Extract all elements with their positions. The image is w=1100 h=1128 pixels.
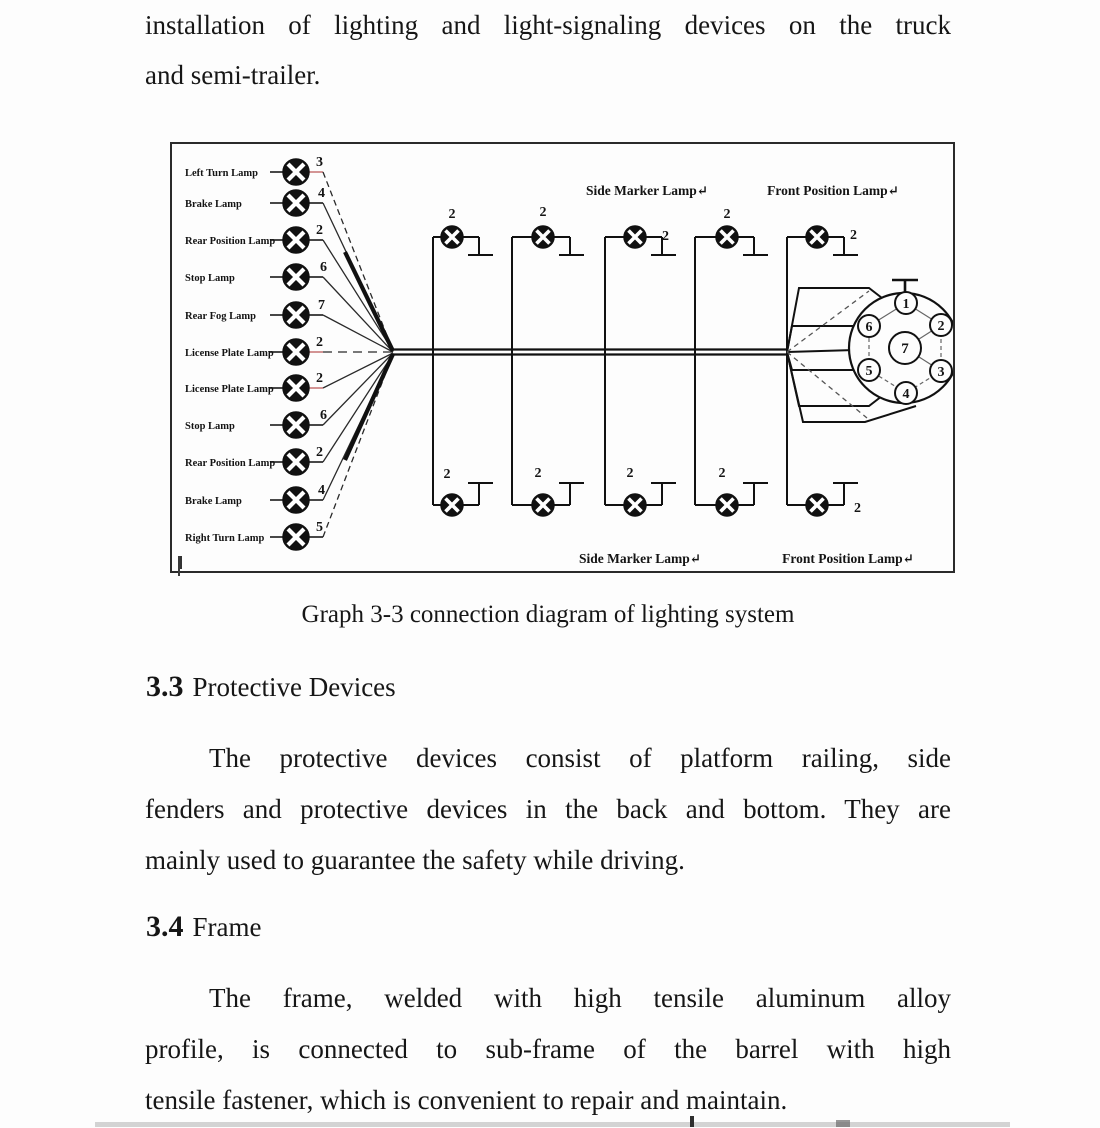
- artifact-mark: [836, 1120, 850, 1127]
- lamp-icon: [283, 412, 309, 438]
- paragraph-line: The frame, welded with high tensile aluminum alloy: [209, 983, 951, 1013]
- lamp-icon: [283, 524, 309, 550]
- left-lamp-wire-counts: [316, 155, 327, 535]
- lamp-label: Brake Lamp: [185, 496, 242, 507]
- lamp-icon: [441, 226, 463, 248]
- wire-count: 2: [662, 229, 669, 244]
- artifact-mark: [690, 1116, 694, 1127]
- section-heading-3-3: [146, 670, 396, 704]
- diagram-bottom-tick: [178, 556, 180, 576]
- wire-count: 4: [318, 483, 325, 498]
- intro-line-2: and semi-trailer.: [145, 60, 321, 90]
- wire-count: 6: [320, 260, 327, 275]
- paragraph-line: mainly used to guarantee the safety while driving.: [145, 845, 685, 875]
- lamp-label: Brake Lamp: [185, 199, 242, 210]
- side-marker-label-top: Side Marker Lamp↵: [585, 183, 709, 198]
- lamp-label: Right Turn Lamp: [185, 533, 265, 544]
- lamp-label: Rear Position Lamp: [185, 236, 276, 247]
- wire-count: 2: [718, 466, 726, 481]
- wire-fan: [323, 172, 393, 537]
- lamp-label: Rear Position Lamp: [185, 458, 276, 469]
- lamp-icon: [283, 449, 309, 475]
- lamp-icon: [283, 227, 309, 253]
- front-position-label-top: Front Position Lamp↵: [767, 183, 899, 198]
- lamp-icon: [624, 494, 646, 516]
- wire-count: 2: [850, 228, 857, 243]
- lamp-icon: [532, 226, 554, 248]
- pin-number: 3: [937, 365, 945, 380]
- lamp-icon: [716, 494, 738, 516]
- wire-count: 2: [723, 207, 731, 222]
- wire-count: 4: [318, 186, 325, 201]
- wire-count: 2: [443, 467, 451, 482]
- lamp-icon: [283, 487, 309, 513]
- wire-count: 2: [534, 466, 542, 481]
- paragraph-line: The protective devices consist of platform railing, side: [209, 743, 951, 773]
- section-3-3-paragraph: [145, 733, 951, 886]
- lamp-icon: [624, 226, 646, 248]
- wire-count: 2: [316, 371, 323, 386]
- side-marker-label-bottom: Side Marker Lamp↵: [578, 551, 702, 566]
- lamp-icon: [806, 494, 828, 516]
- section-title: Protective Devices: [192, 672, 396, 702]
- lamp-label: License Plate Lamp: [185, 384, 274, 395]
- pin-number: 5: [865, 364, 873, 379]
- paragraph-line: fenders and protective devices in the back and bottom. They are: [145, 794, 951, 824]
- lamp-icon: [283, 159, 309, 185]
- wire-count: 2: [448, 207, 456, 222]
- loop-wire-counts: [444, 205, 862, 516]
- lamp-icon: [806, 226, 828, 248]
- loop-lamp-symbols: [441, 226, 828, 516]
- lamp-icon: [716, 226, 738, 248]
- main-bus: [393, 350, 787, 355]
- pin-number: 6: [865, 320, 873, 335]
- pin-number: 4: [902, 387, 910, 402]
- lamp-icon: [283, 339, 309, 365]
- wire-count: 2: [626, 466, 634, 481]
- section-number: 3.4: [146, 910, 184, 943]
- front-position-label-bottom: Front Position Lamp↵: [782, 551, 914, 566]
- next-line-artifact: [95, 1122, 1010, 1127]
- wire-count: 6: [320, 408, 327, 423]
- lamp-icon: [283, 190, 309, 216]
- intro-line-1: installation of lighting and light-signaling devices on the truck: [145, 10, 951, 40]
- wire-count: 2: [539, 205, 547, 220]
- wire-count: 3: [316, 155, 323, 170]
- lamp-label: Stop Lamp: [185, 421, 235, 432]
- intro-paragraph: [145, 0, 951, 100]
- section-number: 3.3: [146, 670, 184, 703]
- lamp-label: Left Turn Lamp: [185, 168, 258, 179]
- pin-number: 2: [937, 319, 945, 334]
- left-lamp-labels: [185, 168, 275, 544]
- wire-count: 2: [854, 501, 861, 516]
- wire-count: 7: [318, 298, 325, 313]
- wire-count: 2: [316, 445, 323, 460]
- section-title: Frame: [192, 912, 262, 942]
- left-lamp-symbols: [283, 159, 309, 550]
- wire-count: 2: [316, 335, 323, 350]
- wiring-diagram-figure: [170, 142, 955, 573]
- connector: [849, 280, 953, 404]
- section-heading-3-4: [146, 910, 261, 944]
- lamp-icon: [283, 302, 309, 328]
- lamp-icon: [283, 264, 309, 290]
- paragraph-line: tensile fastener, which is convenient to repair and maintain.: [145, 1085, 788, 1115]
- lamp-icon: [441, 494, 463, 516]
- section-3-4-paragraph: [145, 973, 951, 1126]
- paragraph-line: profile, is connected to sub-frame of the barrel with high: [145, 1034, 951, 1064]
- lamp-label: Rear Fog Lamp: [185, 311, 256, 322]
- wiring-diagram-svg: [172, 144, 953, 571]
- lamp-label: Stop Lamp: [185, 273, 235, 284]
- pin-number: 7: [901, 341, 909, 357]
- wire-count: 5: [316, 520, 323, 535]
- pin-number: 1: [902, 297, 910, 312]
- figure-caption: Graph 3-3 connection diagram of lighting system: [301, 601, 795, 628]
- lamp-icon: [283, 375, 309, 401]
- wire-count: 2: [316, 223, 323, 238]
- lamp-icon: [532, 494, 554, 516]
- lamp-label: License Plate Lamp: [185, 348, 274, 359]
